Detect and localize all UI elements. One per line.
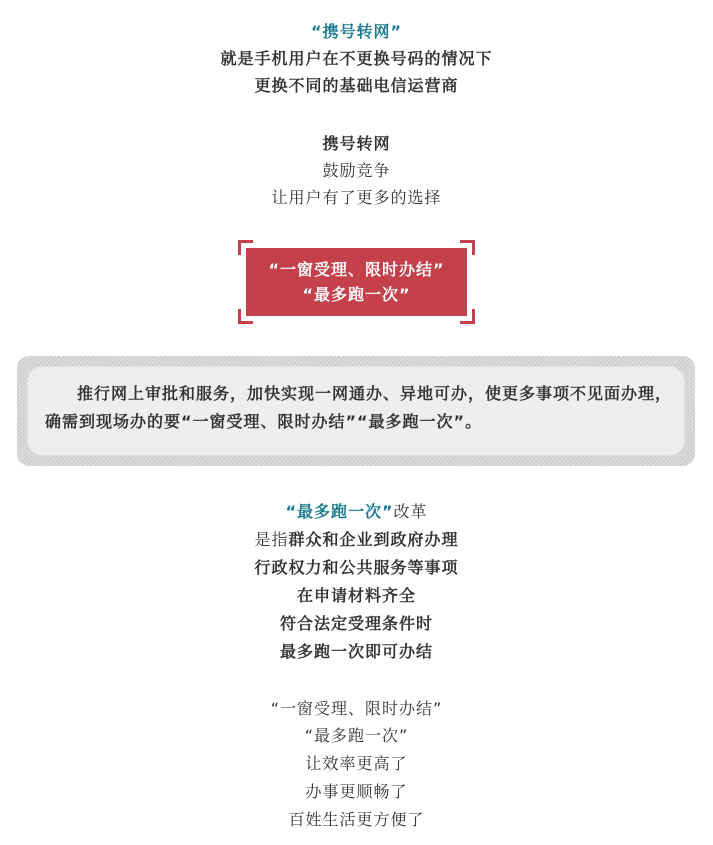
- section4-line-5: 百姓生活更方便了: [288, 810, 425, 829]
- banner-line-2: “最多跑一次”: [302, 285, 411, 304]
- section4-line-4: 办事更顺畅了: [305, 782, 408, 801]
- quote-panel: [17, 356, 695, 466]
- section2-line-1: 携号转网: [322, 134, 391, 153]
- section2-line-2: 鼓励竞争: [322, 161, 391, 180]
- section3-line-5: 最多跑一次即可办结: [279, 642, 433, 661]
- section3-title-highlight: “最多跑一次”: [285, 502, 394, 521]
- quote-panel-inner: [27, 366, 685, 456]
- section4-line-1: “一窗受理、限时办结”: [270, 699, 443, 718]
- section3-line-1-rest: 群众和企业到政府办理: [288, 530, 459, 549]
- quote-panel-text: 推行网上审批和服务，加快实现一网通办、异地可办，使更多事项不见面办理，确需到现场办的要“一窗受理、限时办结”“最多跑一次”。: [45, 384, 673, 431]
- banner-corner-top-right: [460, 240, 475, 255]
- section3-line-1: [0, 529, 713, 551]
- section3-title: [0, 501, 713, 523]
- section1-line-2: 更换不同的基础电信运营商: [254, 76, 459, 95]
- red-banner: [246, 248, 467, 316]
- section4-line-2: “最多跑一次”: [304, 726, 409, 745]
- section3-title-rest: 改革: [393, 502, 428, 521]
- section2-line-3: 让用户有了更多的选择: [271, 188, 442, 207]
- section3-line-4: 符合法定受理条件时: [279, 614, 433, 633]
- section1-title: “携号转网”: [310, 22, 403, 41]
- section4-line-3: 让效率更高了: [305, 754, 408, 773]
- section3-line-3: 在申请材料齐全: [296, 586, 416, 605]
- banner-line-1: “一窗受理、限时办结”: [268, 260, 445, 279]
- section3-line-1-prefix: 是指: [254, 530, 289, 549]
- banner-corner-bottom-left: [238, 309, 253, 324]
- section1-line-1: 就是手机用户在不更换号码的情况下: [220, 49, 493, 68]
- section3-line-2: 行政权力和公共服务等事项: [254, 558, 459, 577]
- banner-corner-top-left: [238, 240, 253, 255]
- banner-corner-bottom-right: [460, 309, 475, 324]
